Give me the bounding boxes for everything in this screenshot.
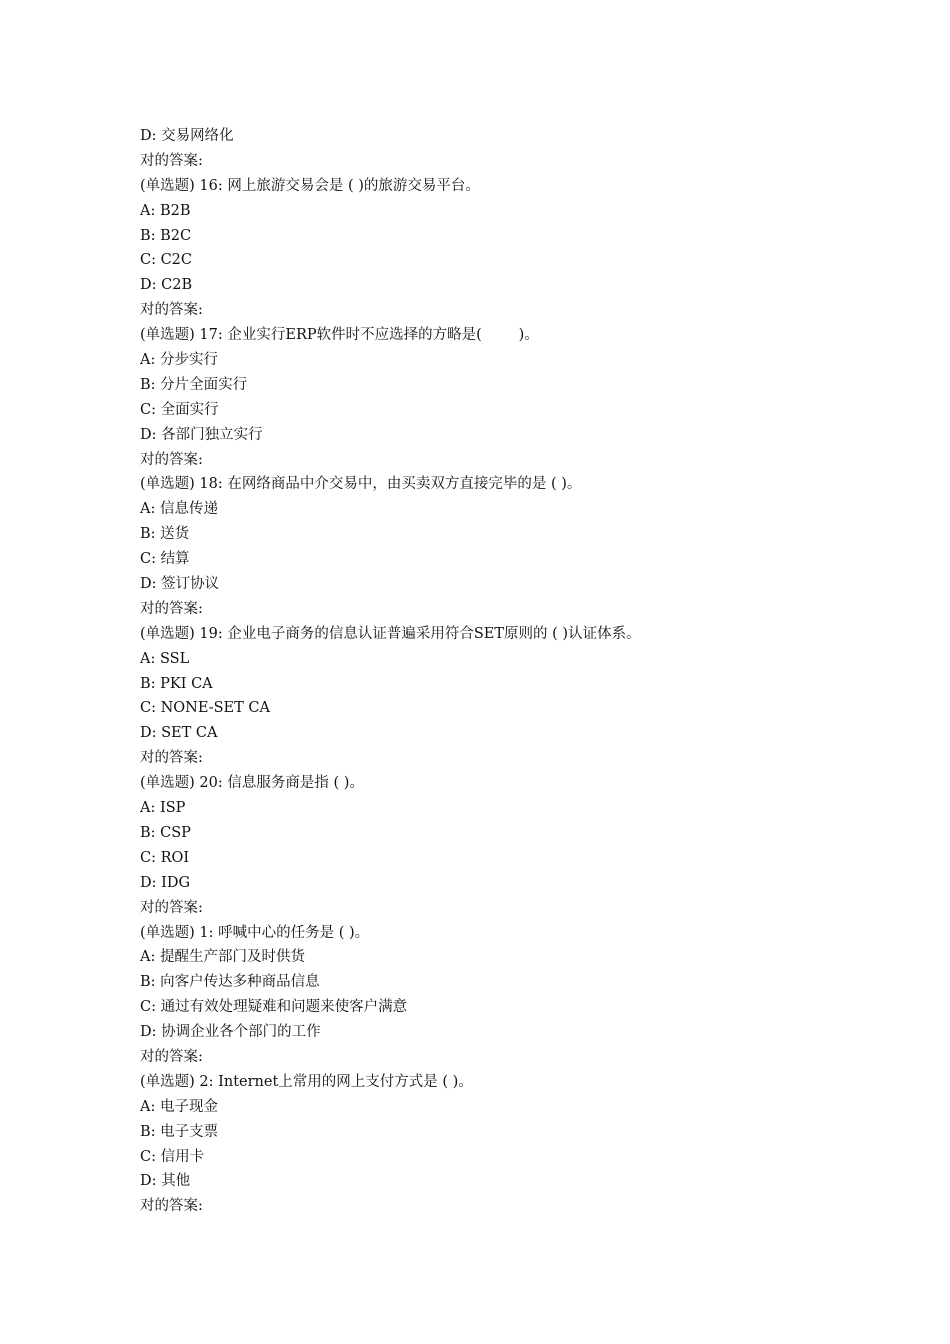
text-line: 对的答案:	[140, 600, 203, 617]
text-line: C: 通过有效处理疑难和问题来使客户满意	[140, 999, 408, 1016]
text-line: A: B2B	[140, 202, 191, 219]
text-line: D: 各部门独立实行	[140, 426, 263, 443]
text-line: B: PKI CA	[140, 675, 213, 692]
text-line: C: C2C	[140, 252, 193, 269]
document-page	[140, 124, 920, 1219]
text-line: A: 分步实行	[140, 352, 218, 369]
text-line: C: 信用卡	[140, 1148, 205, 1165]
text-line: D: 交易网络化	[140, 128, 234, 144]
text-line: 对的答案:	[140, 1198, 203, 1215]
text-line: D: 其他	[140, 1173, 191, 1190]
text-line: 对的答案:	[140, 899, 203, 916]
text-line: C: ROI	[140, 849, 190, 866]
text-line: A: 提醒生产部门及时供货	[140, 949, 305, 966]
text-line: C: NONE-SET CA	[140, 700, 270, 717]
text-line: B: CSP	[140, 824, 191, 841]
text-line: 对的答案:	[140, 302, 203, 319]
text-line: (单选题) 1: 呼喊中心的任务是 ( )。	[140, 924, 370, 941]
text-line: (单选题) 18: 在网络商品中介交易中，由买卖双方直接完毕的是 ( )。	[140, 476, 582, 493]
text-line: B: B2C	[140, 227, 192, 244]
text-line: (单选题) 19: 企业电子商务的信息认证普遍采用符合SET原则的 ( )认证体系。	[140, 625, 641, 642]
text-line: (单选题) 17: 企业实行ERP软件时不应选择的方略是( )。	[140, 327, 539, 344]
text-line: D: 协调企业各个部门的工作	[140, 1024, 321, 1041]
text-line: B: 送货	[140, 526, 190, 543]
text-line: (单选题) 20: 信息服务商是指 ( )。	[140, 775, 364, 792]
text-line: B: 分片全面实行	[140, 376, 248, 393]
text-line: A: 信息传递	[140, 501, 218, 518]
text-line: B: 电子支票	[140, 1123, 219, 1140]
text-line: D: IDG	[140, 874, 191, 891]
text-line: A: 电子现金	[140, 1098, 218, 1115]
text-line: B: 向客户传达多种商品信息	[140, 974, 320, 991]
text-line: D: SET CA	[140, 725, 218, 742]
text-line: (单选题) 16: 网上旅游交易会是 ( )的旅游交易平台。	[140, 177, 480, 194]
text-line: D: 签订协议	[140, 576, 220, 593]
text-line: A: ISP	[140, 800, 186, 817]
text-line: 对的答案:	[140, 750, 203, 767]
text-line: (单选题) 2: Internet上常用的网上支付方式是 ( )。	[140, 1073, 473, 1090]
text-line: 对的答案:	[140, 1048, 203, 1065]
text-line: C: 全面实行	[140, 401, 219, 418]
text-line: C: 结算	[140, 551, 190, 568]
text-line: A: SSL	[140, 650, 190, 667]
text-line: 对的答案:	[140, 451, 203, 468]
text-line: 对的答案:	[140, 152, 203, 169]
text-line: D: C2B	[140, 277, 193, 294]
